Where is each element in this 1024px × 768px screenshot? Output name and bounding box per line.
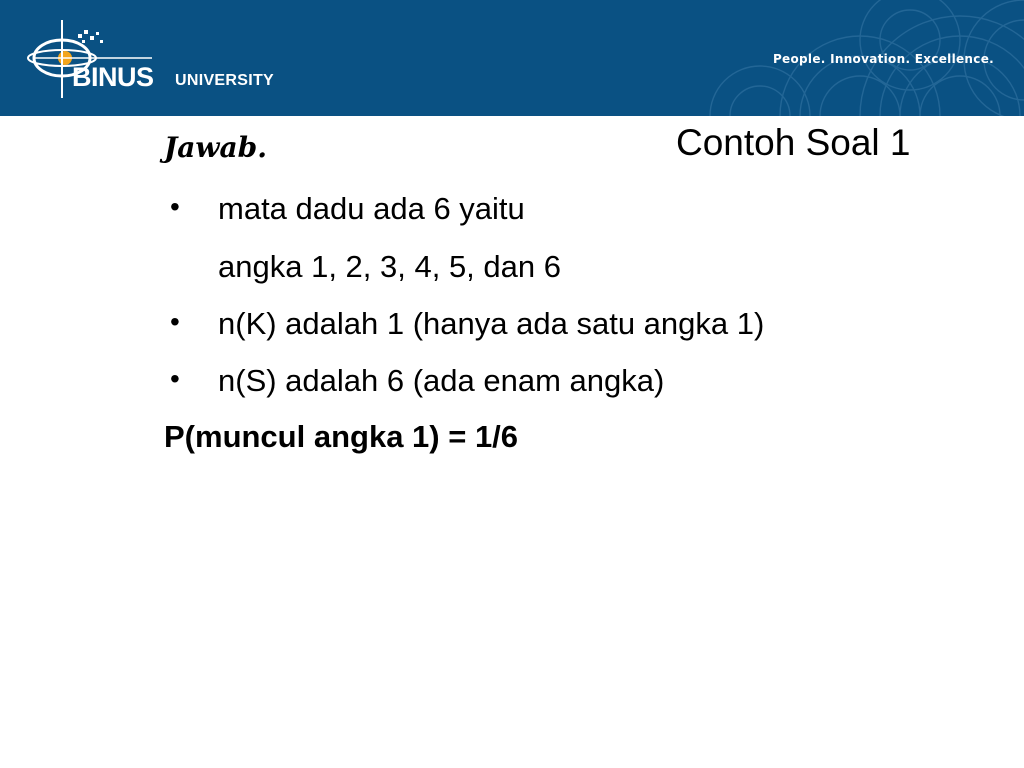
logo-subtext: UNIVERSITY bbox=[175, 72, 275, 89]
bullet: • bbox=[170, 306, 180, 337]
result-formula: P(muncul angka 1) = 1/6 bbox=[164, 419, 519, 454]
bullet: • bbox=[170, 363, 180, 394]
list-item-text: n(S) adalah 6 (ada enam angka) bbox=[218, 363, 665, 398]
logo-text: BINUS bbox=[72, 62, 154, 92]
bullet: • bbox=[170, 191, 180, 222]
intro-label: Jawab. bbox=[164, 131, 267, 164]
binus-logo-emblem bbox=[22, 18, 302, 102]
slide-title: Contoh Soal 1 bbox=[676, 122, 911, 163]
tagline: People. Innovation. Excellence. bbox=[772, 52, 994, 66]
list-item-text: n(K) adalah 1 (hanya ada satu angka 1) bbox=[218, 306, 765, 341]
header-banner bbox=[0, 0, 1024, 116]
list-item-text: angka 1, 2, 3, 4, 5, dan 6 bbox=[218, 249, 561, 284]
list-item-text: mata dadu ada 6 yaitu bbox=[218, 191, 525, 226]
